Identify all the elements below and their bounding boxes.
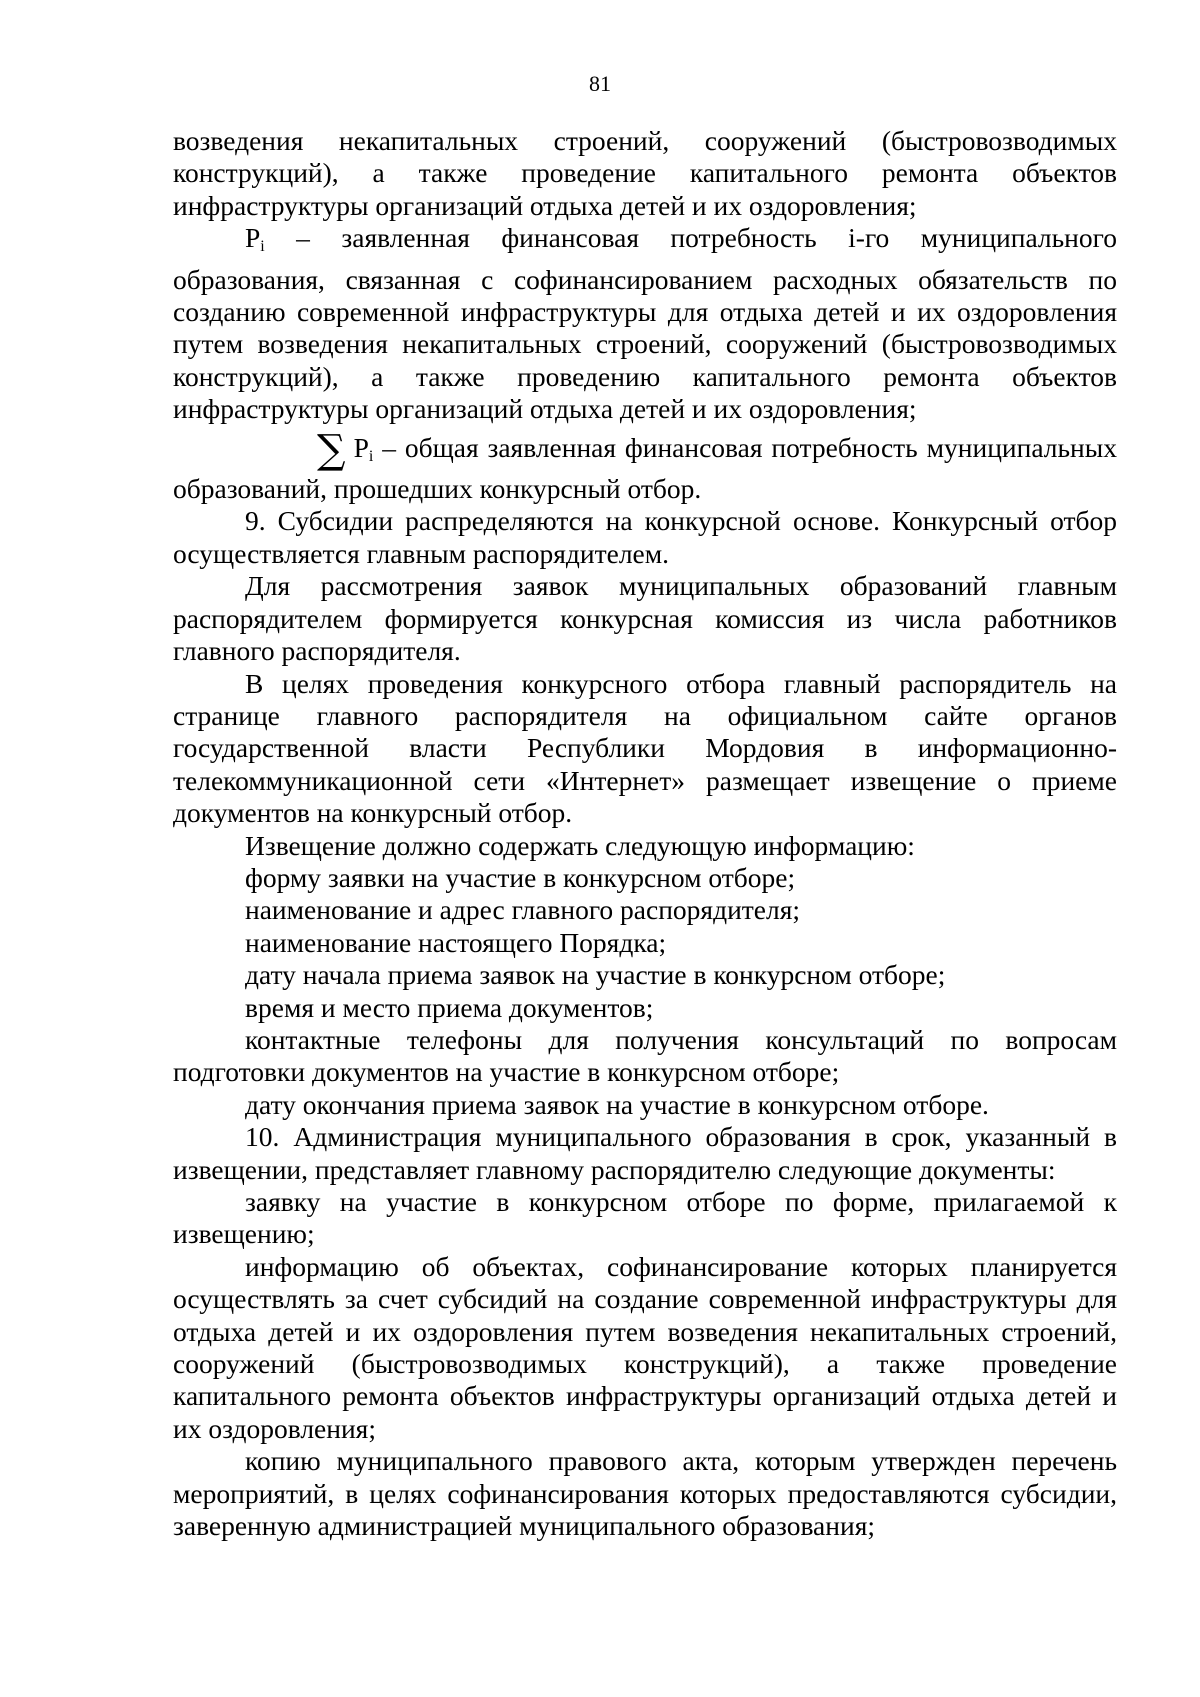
formula-subscript: i: [260, 238, 265, 256]
list-item: время и место приема документов;: [245, 991, 654, 1023]
list-item: дату окончания приема заявок на участие в конкурсном отборе.: [245, 1088, 989, 1120]
paragraph-pi-definition: [173, 222, 1117, 425]
list-item: копию муниципального правового акта, которым утвержден перечень мероприятий, в целях софинансирования которых предоставляются субсидии, заверенную администрацией муниципального образования;: [173, 1445, 1117, 1542]
document-body: [173, 125, 1117, 1542]
formula-subscript: i: [368, 447, 374, 465]
paragraph-continuation: возведения некапитальных строений, сооружений (быстровозводимых конструкций), а также проведение капитального ремонта объектов инфраструктуры организаций отдыха детей и их оздоровления;: [173, 125, 1117, 221]
formula-symbol: P: [245, 222, 261, 254]
formula-symbol: P: [353, 431, 369, 463]
paragraph-text: – общая заявленная финансовая потребность муниципальных образований, прошедших конкурсный отбор.: [173, 431, 1117, 505]
sigma-symbol: ∑: [317, 426, 346, 473]
list-item: наименование и адрес главного распорядителя;: [245, 894, 801, 926]
list-item: дату начала приема заявок на участие в конкурсном отборе;: [245, 959, 946, 991]
list-item: заявку на участие в конкурсном отборе по форме, прилагаемой к извещению;: [173, 1186, 1117, 1250]
paragraph-text: – заявленная финансовая потребность i-го муниципального образования, связанная с софинансированием расходных обязательств по созданию современной инфраструктуры для отдыха детей и их оздоровления путем возведения некапитальных строений, сооружений (быстровозводимых конструкций), а также проведению капитального ремонта объектов инфраструктуры организаций отдыха детей и их оздоровления;: [173, 222, 1117, 425]
list-item: контактные телефоны для получения консультаций по вопросам подготовки документов на участие в конкурсном отборе;: [173, 1023, 1117, 1088]
paragraph-notice: В целях проведения конкурсного отбора главный распорядитель на странице главного распорядителя на официальном сайте органов государственной власти Республики Мордовия в информационно-телекоммуникационной сети «Интернет» размещает извещение о приеме документов на конкурсный отбор.: [173, 667, 1117, 829]
paragraph-commission: Для рассмотрения заявок муниципальных образований главным распорядителем формируется конкурсная комиссия из числа работников главного распорядителя.: [173, 570, 1117, 667]
paragraph-item-10: 10. Администрация муниципального образования в срок, указанный в извещении, представляет главному распорядителю следующие документы:: [173, 1121, 1117, 1185]
paragraph-sum-definition: [173, 426, 1117, 506]
paragraph-notice-contents: Извещение должно содержать следующую информацию:: [245, 829, 915, 861]
list-item: форму заявки на участие в конкурсном отборе;: [245, 861, 796, 893]
list-item: информацию об объектах, софинансирование которых планируется осуществлять за счет субсидий на создание современной инфраструктуры для отдыха детей и их оздоровления путем возведения некапитальных строений, сооружений (быстровозводимых конструкций), а также проведение капитального ремонта объектов инфраструктуры организаций отдыха детей и их оздоровления;: [173, 1250, 1117, 1444]
paragraph-item-9: 9. Субсидии распределяются на конкурсной основе. Конкурсный отбор осуществляется главным распорядителем.: [173, 505, 1117, 569]
page-number: 81: [589, 71, 611, 96]
list-item: наименование настоящего Порядка;: [245, 926, 667, 958]
